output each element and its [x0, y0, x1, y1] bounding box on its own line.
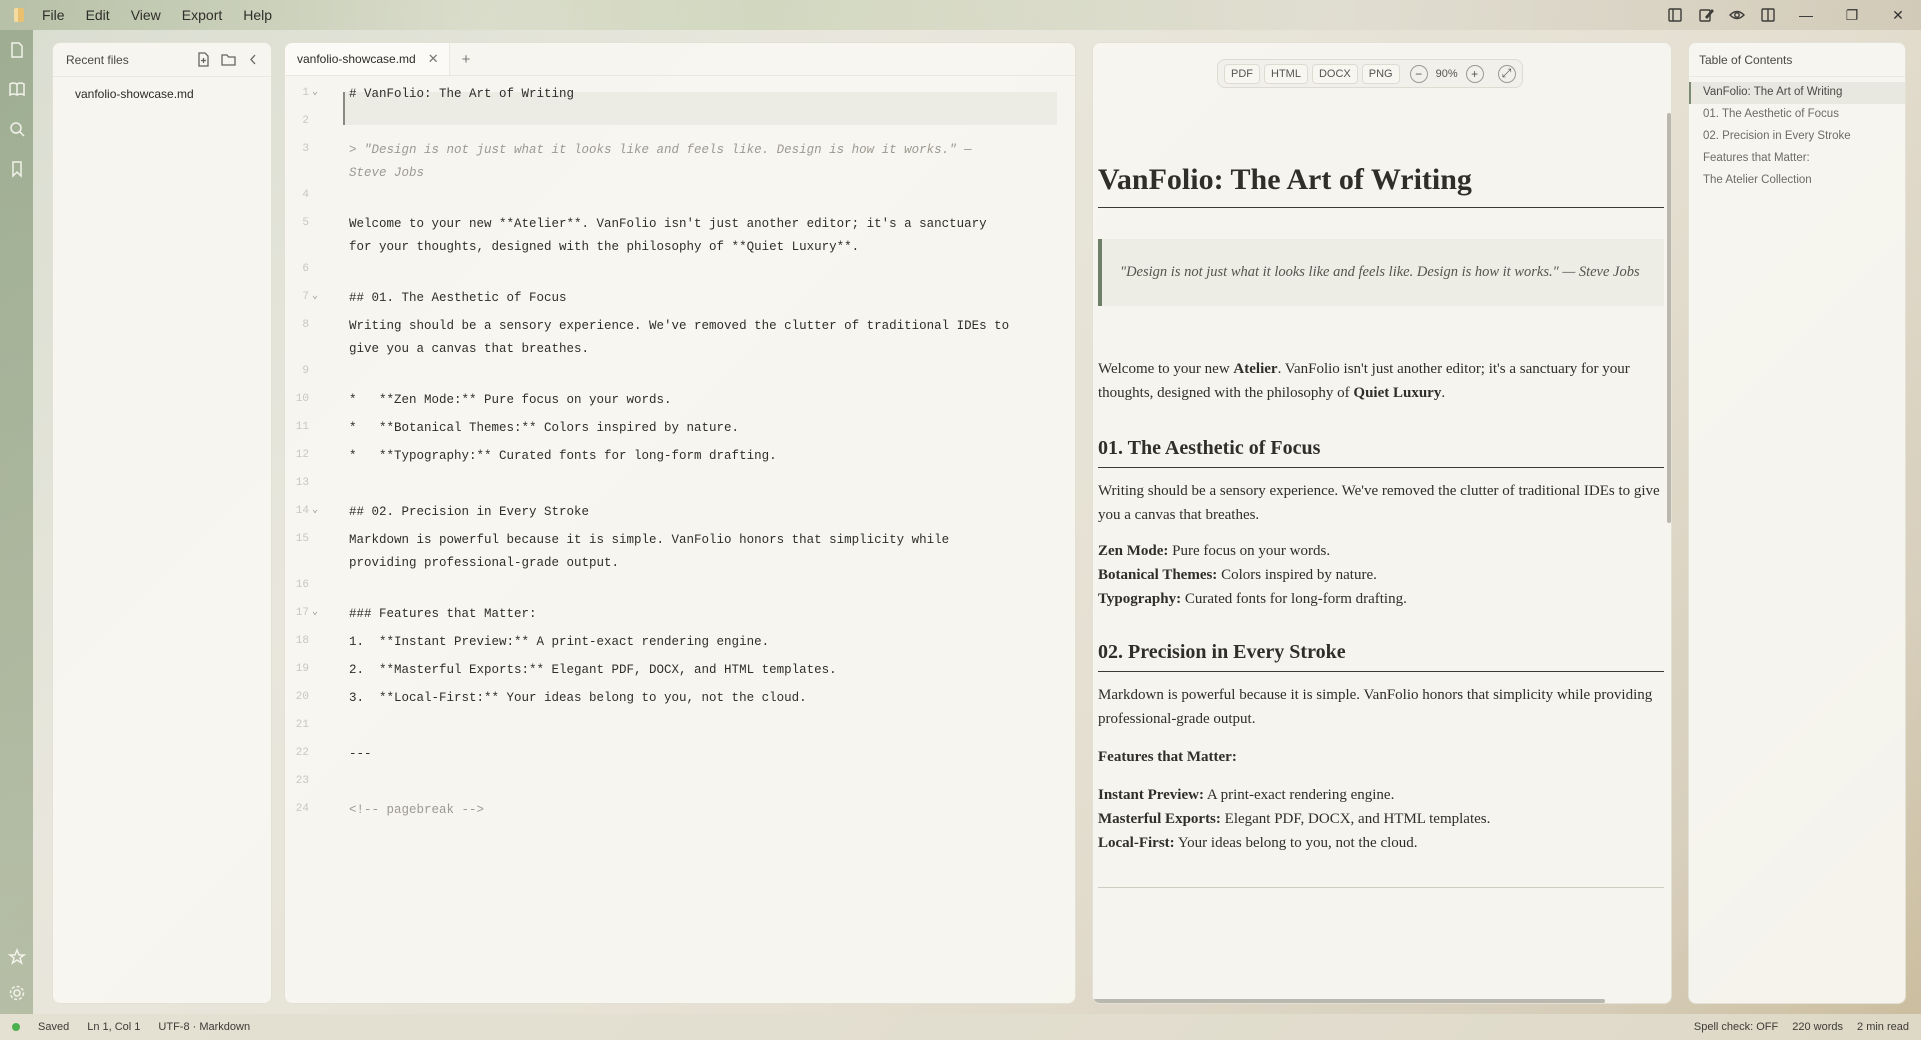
line-number: 23 [295, 775, 309, 787]
tab-vanfolio-showcase[interactable] [285, 43, 450, 75]
line-number: 5 [302, 217, 309, 229]
list-item [1098, 783, 1664, 807]
status-bar [0, 1014, 1921, 1040]
code-line-text: # VanFolio: The Art of Writing [349, 87, 575, 101]
line-number: 21 [295, 719, 309, 731]
activity-bar [0, 30, 33, 1014]
toc-item-aesthetic[interactable]: 01. The Aesthetic of Focus [1703, 108, 1839, 120]
recent-files-panel [52, 42, 272, 1004]
line-number: 6 [302, 263, 309, 275]
toggle-sidebar-icon[interactable] [1659, 0, 1690, 30]
preview-focus-paragraph: Writing should be a sensory experience. We've removed the clutter of traditional IDEs to give you a canvas that breathes. [1098, 483, 1660, 523]
edit-mode-icon[interactable] [1690, 0, 1721, 30]
preview-feature-list-1 [1098, 539, 1664, 611]
zoom-in-button[interactable]: + [1466, 65, 1484, 83]
title-bar [0, 0, 1921, 30]
preview-welcome-paragraph [1098, 357, 1664, 405]
saved-status-dot-icon [12, 1023, 20, 1031]
toc-item-features[interactable]: Features that Matter: [1703, 152, 1810, 164]
encoding-language[interactable]: UTF-8 · Markdown [158, 1021, 251, 1033]
new-file-icon[interactable] [196, 52, 211, 72]
preview-blockquote: "Design is not just what it looks like and feels like. Design is how it works." — Steve Jobs [1098, 239, 1664, 306]
saved-status: Saved [38, 1021, 70, 1033]
code-line-text: * **Botanical Themes:** Colors inspired by nature. [349, 421, 740, 435]
line-number: 2 [302, 115, 309, 127]
code-line-text: ## 02. Precision in Every Stroke [349, 505, 590, 519]
files-icon[interactable] [8, 41, 26, 59]
welcome-text-mid: . VanFolio isn't just another editor; it's a sanctuary for your thoughts, designed with the philosophy of [1098, 361, 1630, 401]
toc-item-title[interactable]: VanFolio: The Art of Writing [1689, 82, 1905, 104]
welcome-text: Welcome to your new [1098, 361, 1234, 377]
list-item [1098, 587, 1664, 611]
export-toolbar [1217, 59, 1523, 88]
preview-heading-1: VanFolio: The Art of Writing [1098, 163, 1664, 208]
line-number: 19 [295, 663, 309, 675]
preview-horizontal-scrollbar[interactable] [1093, 999, 1605, 1003]
app-logo-icon [14, 8, 24, 22]
line-number: 24 [295, 803, 309, 815]
code-line-text: * **Zen Mode:** Pure focus on your words. [349, 393, 672, 407]
preview-feature-list-2 [1098, 783, 1664, 855]
list-item-bold: Local-First: [1098, 835, 1175, 851]
line-number: 9 [302, 365, 309, 377]
preview-pane [1092, 42, 1672, 1004]
zoom-out-button[interactable]: − [1410, 65, 1428, 83]
split-view-icon[interactable] [1752, 0, 1783, 30]
code-line-text: --- [349, 747, 372, 761]
code-line-text: * **Typography:** Curated fonts for long-form drafting. [349, 449, 777, 463]
list-item-bold: Masterful Exports: [1098, 811, 1221, 827]
toc-item-atelier-collection[interactable]: The Atelier Collection [1703, 174, 1812, 186]
preview-eye-icon[interactable] [1721, 0, 1752, 30]
zoom-level: 90% [1435, 67, 1458, 80]
book-icon[interactable] [8, 80, 26, 98]
code-line-text: 3. **Local-First:** Your ideas belong to you, not the cloud. [349, 691, 807, 705]
export-png-button[interactable]: PNG [1362, 64, 1400, 84]
preview-horizontal-rule [1098, 887, 1664, 888]
welcome-bold-atelier: Atelier [1233, 361, 1278, 377]
line-number: 13 [295, 477, 309, 489]
tab-label: vanfolio-showcase.md [297, 52, 416, 66]
fullscreen-expand-icon[interactable]: ⤢ [1498, 65, 1516, 83]
preview-precision-paragraph: Markdown is powerful because it is simple. VanFolio honors that simplicity while providing professional-grade output. [1098, 687, 1653, 727]
markdown-editor[interactable] [284, 42, 1076, 1004]
line-number: 18 [295, 635, 309, 647]
code-line-text: Markdown is powerful because it is simple. VanFolio honors that simplicity while providing professional-grade output. [349, 533, 950, 570]
line-number: 10 [295, 393, 309, 405]
toc-title: Table of Contents [1689, 43, 1905, 77]
preview-heading-precision: 02. Precision in Every Stroke [1098, 641, 1664, 672]
line-number: 22 [295, 747, 309, 759]
preview-heading-focus: 01. The Aesthetic of Focus [1098, 437, 1664, 468]
list-item-bold: Botanical Themes: [1098, 567, 1218, 583]
code-line-text: <!-- pagebreak --> [349, 803, 485, 817]
line-number: 4 [302, 189, 309, 201]
bookmark-icon[interactable] [8, 160, 26, 178]
list-item [1098, 807, 1664, 831]
fold-chevron-icon[interactable]: ⌄ [312, 87, 319, 98]
maximize-button[interactable]: ❐ [1845, 6, 1859, 23]
menu-edit[interactable]: Edit [85, 7, 110, 23]
export-pdf-button[interactable]: PDF [1224, 64, 1260, 84]
line-number: 15 [295, 533, 309, 545]
code-line-text: Welcome to your new **Atelier**. VanFolio isn't just another editor; it's a sanctuary for your thoughts, designed with the philosophy of **Quiet Luxury**. [349, 217, 987, 254]
tab-close-icon[interactable]: ✕ [427, 51, 439, 66]
star-icon[interactable] [8, 948, 26, 966]
menu-export[interactable]: Export [181, 7, 223, 23]
list-item-bold: Instant Preview: [1098, 787, 1204, 803]
minimize-button[interactable]: — [1799, 7, 1813, 23]
list-item [1098, 563, 1664, 587]
menu-view[interactable]: View [130, 7, 161, 23]
fold-chevron-icon[interactable]: ⌄ [312, 291, 319, 302]
list-item-text: Your ideas belong to you, not the cloud. [1174, 835, 1418, 851]
code-line-text: Writing should be a sensory experience. We've removed the clutter of traditional IDEs to give you a canvas that breathes. [349, 319, 1010, 356]
list-item-bold: Zen Mode: [1098, 543, 1169, 559]
menu-help[interactable]: Help [243, 7, 273, 23]
line-number: 14 [295, 505, 309, 517]
preview-vertical-scrollbar[interactable] [1667, 113, 1671, 523]
recent-files-title: Recent files [66, 52, 129, 67]
settings-gear-icon[interactable] [8, 984, 26, 1002]
close-window-button[interactable]: ✕ [1892, 6, 1904, 23]
list-item-text: Elegant PDF, DOCX, and HTML templates. [1220, 811, 1491, 827]
list-item-text: Colors inspired by nature. [1217, 567, 1377, 583]
cursor-position[interactable]: Ln 1, Col 1 [87, 1021, 141, 1033]
line-number: 20 [295, 691, 309, 703]
line-number: 1 [302, 87, 309, 99]
welcome-bold-quiet-luxury: Quiet Luxury [1353, 385, 1442, 401]
collapse-sidebar-icon[interactable] [246, 52, 261, 72]
list-item [1098, 539, 1664, 563]
table-of-contents-panel [1688, 42, 1906, 1004]
recent-file-item[interactable]: vanfolio-showcase.md [75, 87, 194, 101]
export-html-button[interactable]: HTML [1264, 64, 1308, 84]
toc-item-precision[interactable]: 02. Precision in Every Stroke [1703, 130, 1851, 142]
list-item-text: Pure focus on your words. [1168, 543, 1331, 559]
editor-tab-bar [285, 43, 1075, 76]
export-docx-button[interactable]: DOCX [1312, 64, 1358, 84]
line-number: 11 [295, 421, 309, 433]
line-number: 17 [295, 607, 309, 619]
preview-heading-features: Features that Matter: [1098, 749, 1237, 765]
code-line-text: 1. **Instant Preview:** A print-exact rendering engine. [349, 635, 770, 649]
list-item [1098, 831, 1664, 855]
new-tab-button[interactable]: + [461, 50, 471, 68]
line-number: 12 [295, 449, 309, 461]
code-line-text: > "Design is not just what it looks like and feels like. Design is how it works." — Steve Jobs [349, 143, 972, 180]
list-item-text: Curated fonts for long-form drafting. [1181, 591, 1407, 607]
fold-chevron-icon[interactable]: ⌄ [312, 607, 319, 618]
word-count: 220 words [1792, 1021, 1844, 1033]
line-number: 7 [302, 291, 309, 303]
read-time: 2 min read [1857, 1021, 1909, 1033]
code-line-text: 2. **Masterful Exports:** Elegant PDF, DOCX, and HTML templates. [349, 663, 837, 677]
open-folder-icon[interactable] [221, 52, 236, 72]
code-line-text: ### Features that Matter: [349, 607, 537, 621]
line-number: 8 [302, 319, 309, 331]
spell-check-status[interactable]: Spell check: OFF [1693, 1021, 1779, 1033]
list-item-bold: Typography: [1098, 591, 1182, 607]
code-line-text: ## 01. The Aesthetic of Focus [349, 291, 567, 305]
fold-chevron-icon[interactable]: ⌄ [312, 505, 319, 516]
line-number: 3 [302, 143, 309, 155]
line-number: 16 [295, 579, 309, 591]
list-item-text: A print-exact rendering engine. [1203, 787, 1395, 803]
menu-file[interactable]: File [42, 7, 65, 23]
welcome-text-end: . [1441, 385, 1446, 401]
search-icon[interactable] [8, 120, 26, 138]
